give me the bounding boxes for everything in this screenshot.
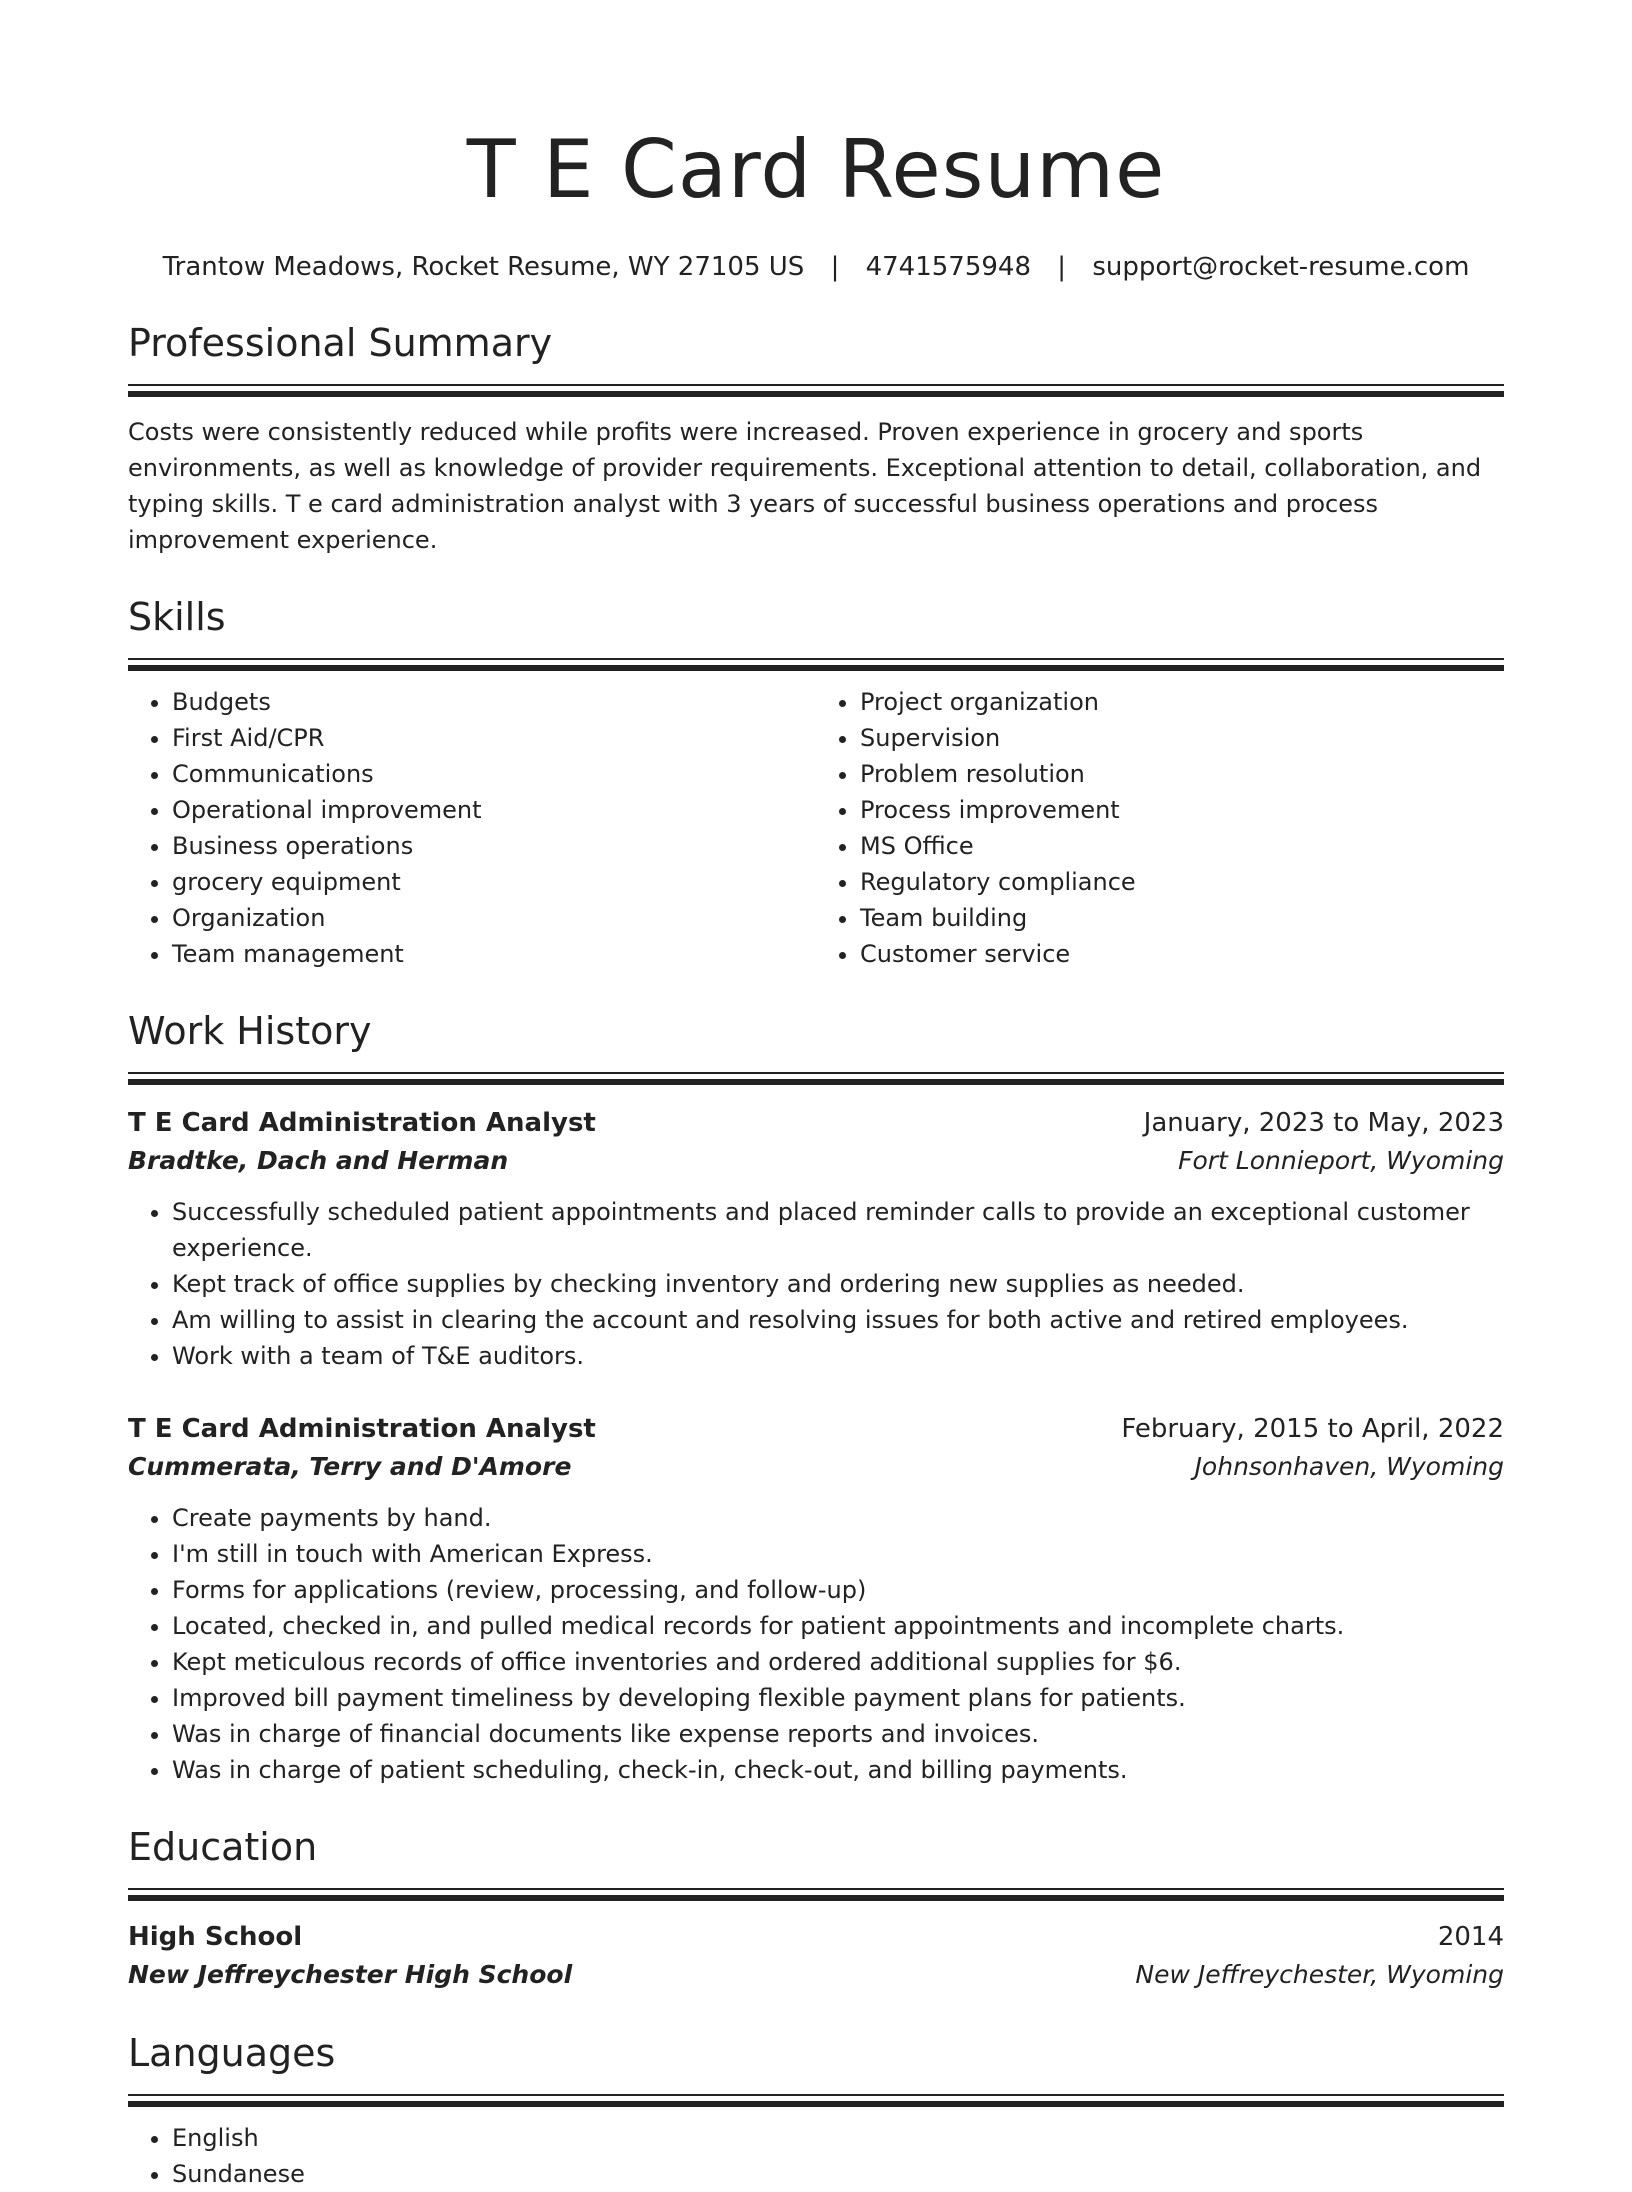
job-header-row xyxy=(128,1410,1504,1448)
contact-separator: | xyxy=(1057,252,1067,282)
job-dates: February, 2015 to April, 2022 xyxy=(1121,1414,1504,1444)
skill-item: • Business operations xyxy=(172,828,816,864)
job-header-row xyxy=(128,1104,1504,1142)
skill-item: • First Aid/CPR xyxy=(172,720,816,756)
job-bullet: • Improved bill payment timeliness by developing flexible payment plans for patients. xyxy=(172,1680,1504,1716)
job-bullets xyxy=(128,1194,1504,1374)
job-entry xyxy=(128,1104,1504,1374)
contact-line xyxy=(128,250,1504,284)
summary-section xyxy=(128,320,1504,558)
job-company-row xyxy=(128,1142,1504,1180)
section-title: Languages xyxy=(128,2031,336,2075)
skill-item: • Regulatory compliance xyxy=(860,864,1504,900)
education-entry xyxy=(128,1918,1504,1994)
skills-section xyxy=(128,594,1504,972)
job-company: Bradtke, Dach and Herman xyxy=(128,1146,509,1175)
languages-list xyxy=(128,2120,1504,2192)
section-title: Work History xyxy=(128,1009,372,1053)
section-title: Professional Summary xyxy=(128,321,553,365)
section-title: Skills xyxy=(128,595,226,639)
job-location: Fort Lonnieport, Wyoming xyxy=(1178,1146,1504,1175)
education-header-row xyxy=(128,1918,1504,1956)
section-divider xyxy=(128,1888,1504,1898)
job-bullet: • Work with a team of T&E auditors. xyxy=(172,1338,1504,1374)
skills-list-right xyxy=(816,684,1504,972)
job-title: T E Card Administration Analyst xyxy=(128,1414,596,1444)
skill-item: • MS Office xyxy=(860,828,1504,864)
job-company: Cummerata, Terry and D'Amore xyxy=(128,1452,572,1481)
education-school: New Jeffreychester High School xyxy=(128,1960,573,1989)
job-bullet: • Was in charge of financial documents like expense reports and invoices. xyxy=(172,1716,1504,1752)
language-item: • English xyxy=(172,2120,1504,2156)
job-location: Johnsonhaven, Wyoming xyxy=(1194,1452,1504,1481)
job-entry xyxy=(128,1410,1504,1788)
job-bullet: • Create payments by hand. xyxy=(172,1500,1504,1536)
skill-item: • Team management xyxy=(172,936,816,972)
section-title: Education xyxy=(128,1825,318,1869)
education-school-row xyxy=(128,1956,1504,1994)
work-history-section xyxy=(128,1008,1504,1788)
summary-text: Costs were consistently reduced while profits were increased. Proven experience in grocery and sports environments, as well as knowledge of provider requirements. Exceptional attention to detail, collaboration, and typing skills. T e card administration analyst with 3 years of successful business operations and process improvement experience. xyxy=(128,418,1482,554)
job-bullet: • Kept track of office supplies by checking inventory and ordering new supplies as needed. xyxy=(172,1266,1504,1302)
job-bullet: • Am willing to assist in clearing the account and resolving issues for both active and retired employees. xyxy=(172,1302,1504,1338)
job-bullet: • I'm still in touch with American Express. xyxy=(172,1536,1504,1572)
skill-item: • Communications xyxy=(172,756,816,792)
skill-item: • Operational improvement xyxy=(172,792,816,828)
skill-item: • Supervision xyxy=(860,720,1504,756)
section-divider xyxy=(128,658,1504,668)
language-item: • Sundanese xyxy=(172,2156,1504,2192)
job-bullet: • Successfully scheduled patient appointments and placed reminder calls to provide an exceptional customer experience. xyxy=(172,1194,1504,1266)
section-divider xyxy=(128,1072,1504,1082)
resume-name: T E Card Resume xyxy=(466,123,1166,216)
education-year: 2014 xyxy=(1437,1922,1504,1952)
contact-email: support@rocket-resume.com xyxy=(1092,252,1470,282)
education-section xyxy=(128,1824,1504,1994)
skills-list-left xyxy=(128,684,816,972)
job-bullets xyxy=(128,1500,1504,1788)
education-degree: High School xyxy=(128,1922,303,1952)
job-bullet: • Was in charge of patient scheduling, check-in, check-out, and billing payments. xyxy=(172,1752,1504,1788)
education-location: New Jeffreychester, Wyoming xyxy=(1135,1960,1504,1989)
job-title: T E Card Administration Analyst xyxy=(128,1108,596,1138)
section-divider xyxy=(128,384,1504,394)
job-dates: January, 2023 to May, 2023 xyxy=(1143,1108,1504,1138)
skill-item: • Customer service xyxy=(860,936,1504,972)
skill-item: • grocery equipment xyxy=(172,864,816,900)
skill-item: • Process improvement xyxy=(860,792,1504,828)
job-bullet: • Kept meticulous records of office inventories and ordered additional supplies for $6. xyxy=(172,1644,1504,1680)
skill-item: • Project organization xyxy=(860,684,1504,720)
skill-item: • Budgets xyxy=(172,684,816,720)
skill-item: • Problem resolution xyxy=(860,756,1504,792)
section-divider xyxy=(128,2094,1504,2104)
contact-address: Trantow Meadows, Rocket Resume, WY 27105 US xyxy=(162,252,805,282)
contact-phone: 4741575948 xyxy=(865,252,1032,282)
languages-section xyxy=(128,2030,1504,2192)
job-bullet: • Forms for applications (review, processing, and follow-up) xyxy=(172,1572,1504,1608)
job-bullet: • Located, checked in, and pulled medical records for patient appointments and incomplete charts. xyxy=(172,1608,1504,1644)
skills-columns xyxy=(128,684,1504,972)
contact-separator: | xyxy=(830,252,840,282)
skill-item: • Organization xyxy=(172,900,816,936)
job-company-row xyxy=(128,1448,1504,1486)
skill-item: • Team building xyxy=(860,900,1504,936)
